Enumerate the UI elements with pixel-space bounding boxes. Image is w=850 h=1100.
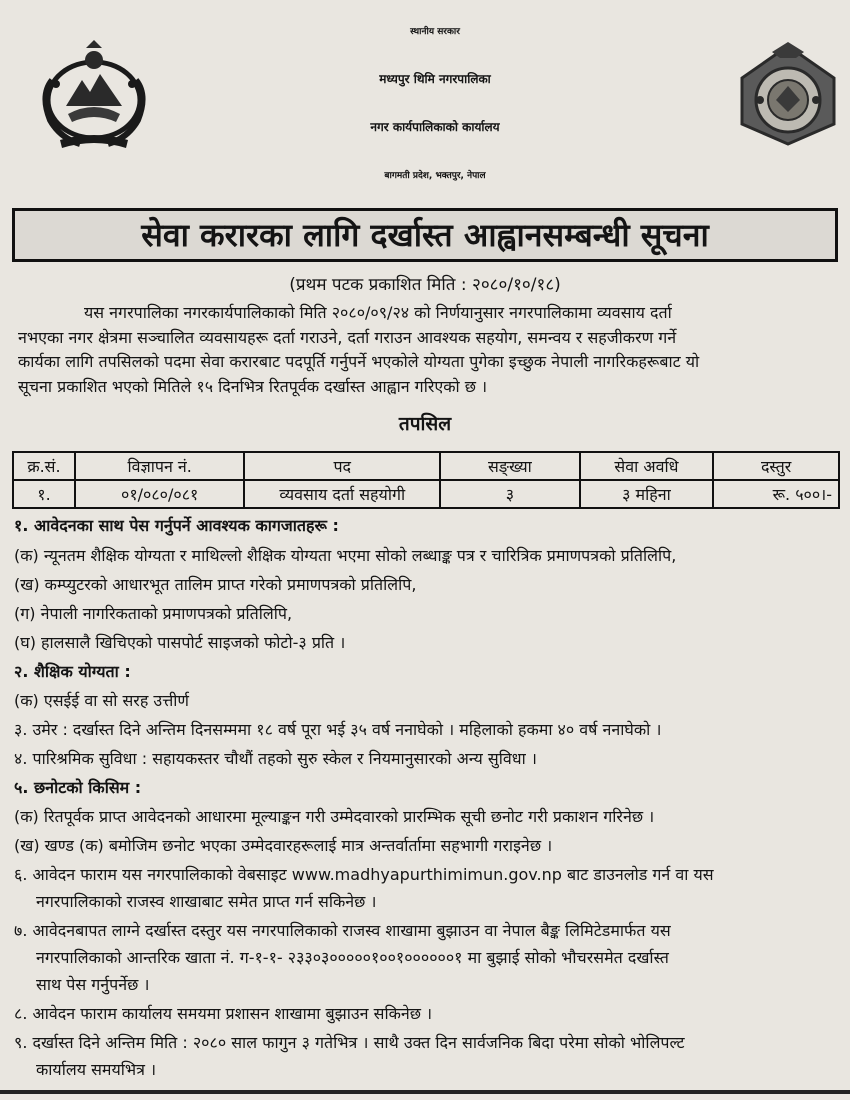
list-item: कार्यालय समयभित्र । bbox=[36, 1060, 157, 1079]
list-item: साथ पेस गर्नुपर्नेछ । bbox=[36, 975, 150, 994]
published-date: (प्रथम पटक प्रकाशित मिति : २०८०/१०/१८) bbox=[289, 275, 561, 295]
list-item: (घ) हालसालै खिचिएको पासपोर्ट साइजको फोटो-३ प्रति । bbox=[14, 633, 346, 652]
cell-fee: रू. ५००।- bbox=[713, 480, 839, 508]
list-item: (ख) कम्प्युटरको आधारभूत तालिम प्राप्त गरेको प्रमाणपत्रको प्रतिलिपि, bbox=[14, 575, 417, 594]
list-item: नगरपालिकाको आन्तरिक खाता नं. ग-१-१- २३३०३०००००१००१००००००१ मा बुझाई सोको भौचरसमेत दर्खास्त bbox=[36, 948, 669, 967]
list-item: ६. आवेदन फाराम यस नगरपालिकाको वेबसाइट www.madhyapurthimimun.gov.np बाट डाउनलोड गर्न वा यस bbox=[14, 865, 714, 884]
intro-line: यस नगरपालिका नगरकार्यपालिकाको मिति २०८०/०९/२४ को निर्णयानुसार नगरपालिकामा व्यवसाय दर्ता bbox=[84, 303, 672, 322]
list-item: १. आवेदनका साथ पेस गर्नुपर्ने आवश्यक कागजातहरू : bbox=[14, 516, 339, 535]
intro-line: सूचना प्रकाशित भएको मितिले १५ दिनभित्र रितपूर्वक दर्खास्त आह्वान गरिएको छ । bbox=[18, 376, 488, 396]
list-item: ९. दर्खास्त दिने अन्तिम मिति : २०८० साल फागुन ३ गतेभित्र । साथै उक्त दिन सार्वजनिक बिदा परेमा सोको भोलिपल्ट bbox=[14, 1033, 685, 1052]
cell-duration: ३ महिना bbox=[580, 480, 714, 508]
table-header-row bbox=[13, 452, 839, 480]
cell-post: व्यवसाय दर्ता सहयोगी bbox=[244, 480, 440, 508]
list-item: ३. उमेर : दर्खास्त दिने अन्तिम दिनसम्ममा १८ वर्ष पूरा भई ३५ वर्ष ननाघेको । महिलाको हकमा ४० वर्ष ननाघेको । bbox=[14, 720, 662, 739]
column-header-fee: दस्तुर bbox=[713, 452, 839, 480]
nepal-emblem-icon bbox=[30, 40, 158, 152]
list-item: (ग) नेपाली नागरिकताको प्रमाणपत्रको प्रतिलिपि, bbox=[14, 604, 293, 623]
list-item: (ख) खण्ड (क) बमोजिम छनोट भएका उम्मेदवारहरूलाई मात्र अन्तर्वार्तामा सहभागी गराइनेछ । bbox=[14, 836, 553, 855]
cell-advert-no: ०१/०८०/०८१ bbox=[75, 480, 245, 508]
list-item: (क) न्यूनतम शैक्षिक योग्यता र माथिल्लो शैक्षिक योग्यता भएमा सोको लब्धाङ्क पत्र र चारित्रिक प्रमाणपत्रको प्रतिलिपि, bbox=[14, 546, 677, 565]
vacancy-table bbox=[12, 451, 840, 509]
header-municipality-name: मध्यपुर थिमि नगरपालिका bbox=[379, 72, 491, 86]
intro-line: नभएका नगर क्षेत्रमा सञ्चालित व्यवसायहरू दर्ता गराउने, दर्ता गराउन आवश्यक सहयोग, समन्वय र सहजीकरण गर्ने bbox=[18, 327, 677, 347]
column-header-serial: क्र.सं. bbox=[13, 452, 75, 480]
notice-title: सेवा करारका लागि दर्खास्त आह्वानसम्बन्धी सूचना bbox=[12, 208, 838, 262]
section-title: तपसिल bbox=[398, 413, 452, 435]
header-local-government: स्थानीय सरकार bbox=[410, 27, 460, 37]
header-address: बागमती प्रदेश, भक्तपुर, नेपाल bbox=[384, 171, 486, 181]
list-item: ४. पारिश्रमिक सुविधा : सहायकस्तर चौथौं तहको सुरु स्केल र नियमानुसारको अन्य सुविधा । bbox=[14, 749, 537, 768]
intro-line: कार्यका लागि तपसिलको पदमा सेवा करारबाट पदपूर्ति गर्नुपर्ने भएकोले योग्यता पुगेका इच्छुक नेपाली नागरिकहरूबाट यो bbox=[18, 352, 700, 371]
list-item: ५. छनोटको किसिम : bbox=[14, 778, 142, 797]
column-header-post: पद bbox=[244, 452, 440, 480]
column-header-count: सङ्ख्या bbox=[440, 452, 580, 480]
bottom-divider bbox=[0, 1090, 850, 1094]
list-item: (क) एसईई वा सो सरह उत्तीर्ण bbox=[14, 691, 189, 710]
list-item: २. शैक्षिक योग्यता : bbox=[14, 662, 131, 681]
intro-paragraph bbox=[18, 301, 846, 399]
list-item: (क) रितपूर्वक प्राप्त आवेदनको आधारमा मूल्याङ्कन गरी उम्मेदवारको प्रारम्भिक सूची छनोट गरी प्रकाशन गरिनेछ । bbox=[14, 807, 655, 826]
table-row bbox=[13, 480, 839, 508]
list-item: नगरपालिकाको राजस्व शाखाबाट समेत प्राप्त गर्न सकिनेछ । bbox=[36, 892, 377, 911]
cell-serial: १. bbox=[13, 480, 75, 508]
column-header-advert-no: विज्ञापन नं. bbox=[75, 452, 245, 480]
list-item: ८. आवेदन फाराम कार्यालय समयमा प्रशासन शाखामा बुझाउन सकिनेछ । bbox=[14, 1004, 433, 1023]
cell-count: ३ bbox=[440, 480, 580, 508]
list-item: ७. आवेदनबापत लाग्ने दर्खास्त दस्तुर यस नगरपालिकाको राजस्व शाखामा बुझाउन वा नेपाल बैङ्क लिमिटेडमार्फत यस bbox=[14, 921, 671, 940]
header-office-name: नगर कार्यपालिकाको कार्यालय bbox=[370, 120, 500, 134]
column-header-duration: सेवा अवधि bbox=[580, 452, 714, 480]
